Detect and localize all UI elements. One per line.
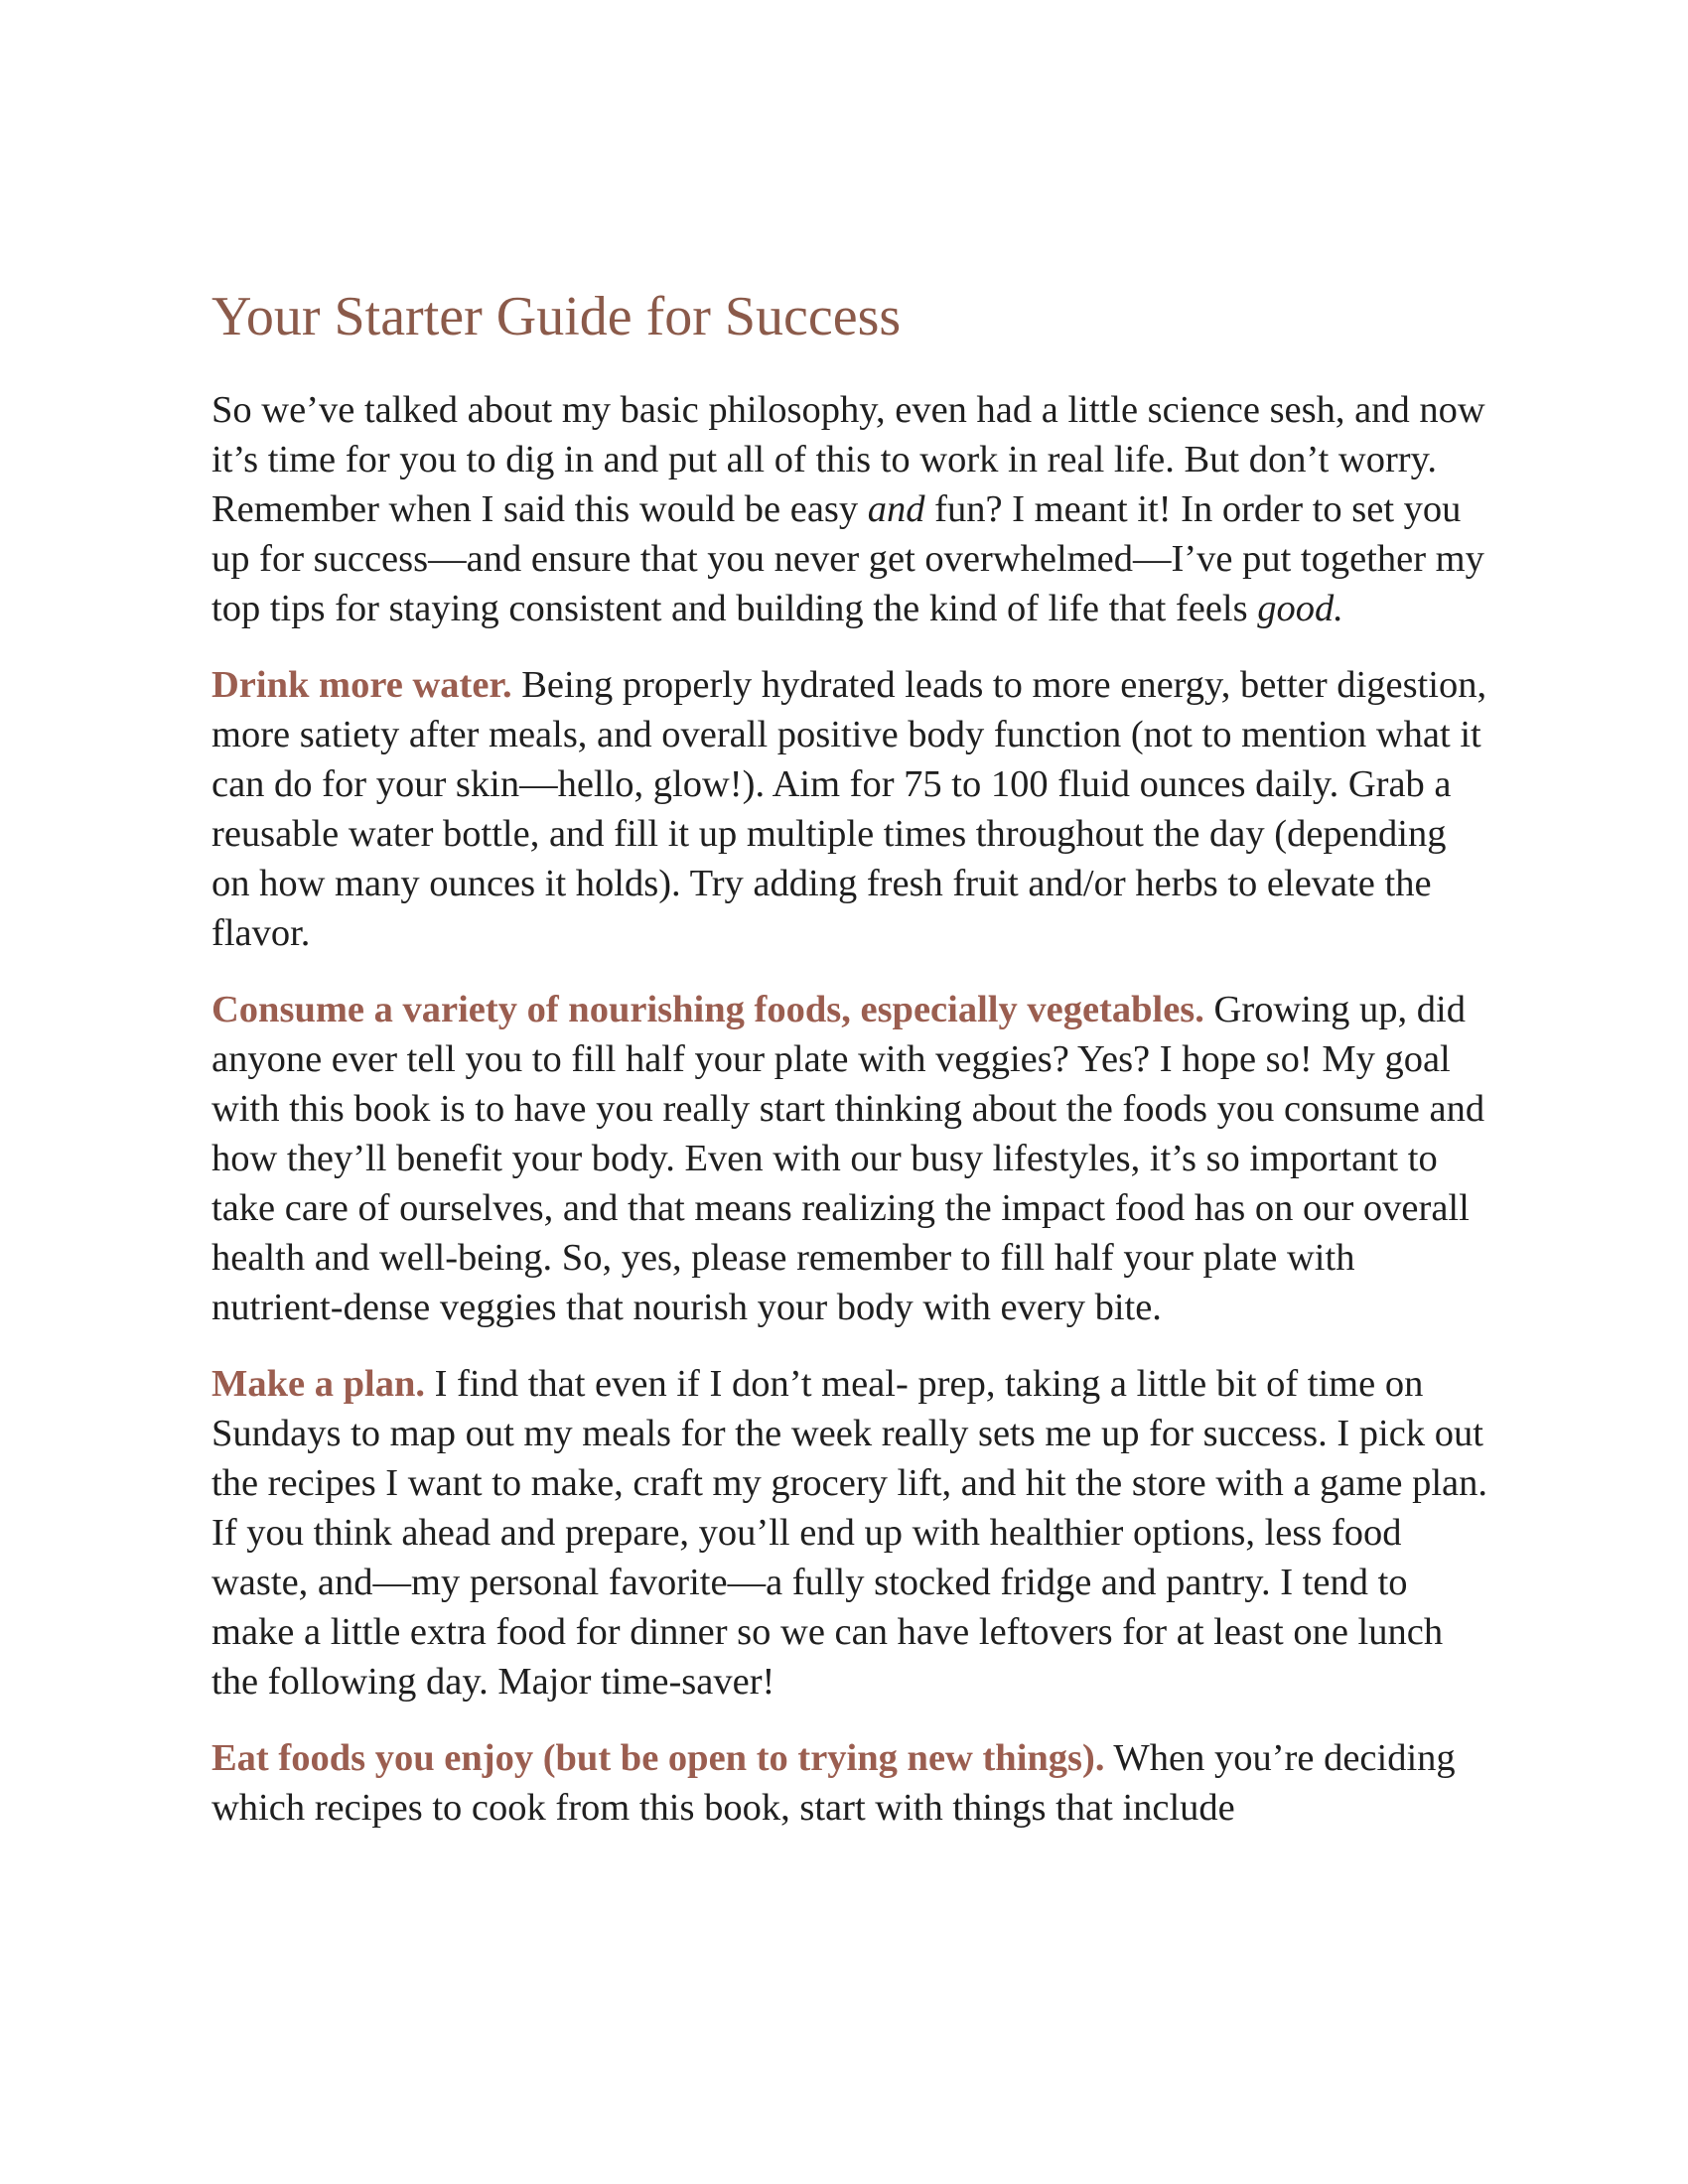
tip-body: I find that even if I don’t meal- prep, taking a little bit of time on Sundays to map out my meals for the week really sets me up for success. I pick out the recipes I want to make, craft my grocery lift, and hit the store with a game plan. If you think ahead and prepare, you’ll end up with healthier options, less food waste, and—my personal favorite—a fully stocked fridge and pantry. I tend to make a little extra food for dinner so we can have leftovers for at least one lunch the following day. Major time-saver!	[211, 1363, 1488, 1703]
tip-heading: Eat foods you enjoy (but be open to trying new things).	[211, 1737, 1105, 1779]
tip-enjoy-foods	[211, 1733, 1492, 1833]
tip-heading: Drink more water.	[211, 664, 512, 706]
tip-drink-water	[211, 660, 1492, 958]
tip-heading: Consume a variety of nourishing foods, especially vegetables.	[211, 989, 1204, 1030]
intro-emphasis-and: and	[867, 488, 925, 530]
intro-emphasis-good: good.	[1257, 588, 1343, 629]
intro-text-2: fun? I meant it! In order to set you up for success—and ensure that you never get overwhelmed—I’ve put together my top tips for staying consistent and building the kind of life that feels	[211, 488, 1484, 629]
tip-make-plan	[211, 1359, 1492, 1706]
tip-nourishing-foods	[211, 985, 1492, 1332]
tip-body: When you’re deciding which recipes to cook from this book, start with things that include	[211, 1737, 1456, 1829]
intro-text-1: So we’ve talked about my basic philosophy, even had a little science sesh, and now it’s time for you to dig in and put all of this to work in real life. But don’t worry. Remember when I said this would be easy	[211, 389, 1485, 530]
tip-body: Being properly hydrated leads to more energy, better digestion, more satiety after meals, and overall positive body function (not to mention what it can do for your skin—hello, glow!). Aim for 75 to 100 fluid ounces daily. Grab a reusable water bottle, and fill it up multiple times throughout the day (depending on how many ounces it holds). Try adding fresh fruit and/or herbs to elevate the flavor.	[211, 664, 1487, 954]
tip-body: Growing up, did anyone ever tell you to fill half your plate with veggies? Yes? I hope so! My goal with this book is to have you really start thinking about the foods you consume and how they’ll benefit your body. Even with our busy lifestyles, it’s so important to take care of ourselves, and that means realizing the impact food has on our overall health and well-being. So, yes, please remember to fill half your plate with nutrient-dense veggies that nourish your body with every bite.	[211, 989, 1485, 1328]
tip-heading: Make a plan.	[211, 1363, 425, 1405]
document-page	[211, 280, 1492, 1859]
intro-paragraph	[211, 385, 1492, 633]
page-title: Your Starter Guide for Success	[211, 286, 902, 347]
